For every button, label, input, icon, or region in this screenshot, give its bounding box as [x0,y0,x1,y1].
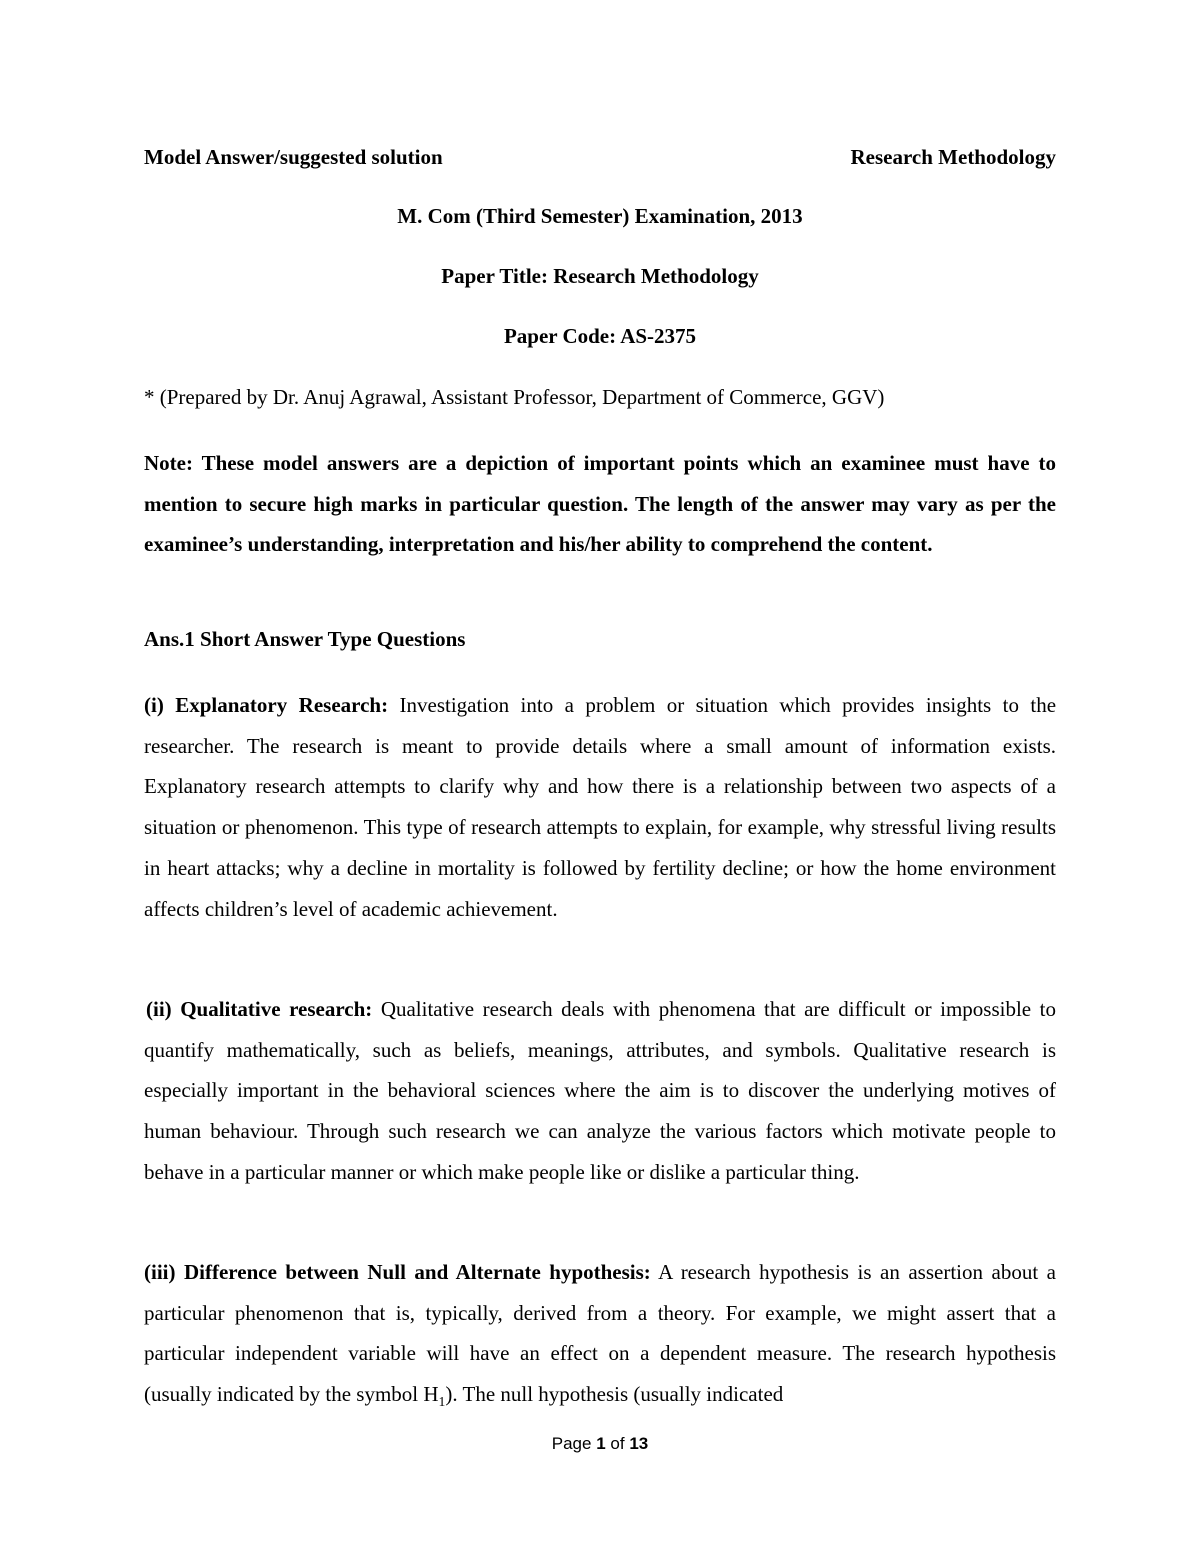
answer-text-iii: A research hypothesis is an assertion about a particular phenomenon that is, typically, derived from a theory. For example, we might assert that a particular independent variable will have an effect on a dependent measure. The research hypothesis (usually indicated by the symbol H [144,1260,1056,1407]
prepared-by-line: * (Prepared by Dr. Anuj Agrawal, Assistant Professor, Department of Commerce, GGV) [144,385,885,409]
page-footer [0,1433,1200,1455]
exam-title: M. Com (Third Semester) Examination, 2013 [397,204,803,228]
answer-text-iii-continued: ). The null hypothesis (usually indicated [445,1382,784,1407]
footer-of-label: of [610,1434,625,1453]
footer-page-label: Page [551,1434,592,1453]
answer-label-ii: (ii) Qualitative research: [146,997,373,1021]
answer-paragraph-iii [144,1252,1056,1415]
answer-text-i: Investigation into a problem or situation which provides insights to the researcher. The research is meant to provide details where a small amount of information exists. Explanatory research attempts to clarify why and how there is a relationship between two aspects of a situation or phenomenon. This type of research attempts to explain, for example, why stressful living results in heart attacks; why a decline in mortality is followed by fertility decline; or how the home environment affects children’s level of academic achievement. [144,693,1057,921]
answer-label-iii: (iii) Difference between Null and Alternate hypothesis: [144,1260,651,1284]
answer-text-ii: Qualitative research deals with phenomena that are difficult or impossible to quantify mathematically, such as beliefs, meanings, attributes, and symbols. Qualitative research is especially important in the behavioral sciences where the aim is to discover the underlying motives of human behaviour. Through such research we can analyze the various factors which motivate people to behave in a particular manner or which make people like or dislike a particular thing. [144,997,1057,1184]
answer-paragraph-ii [144,989,1056,1193]
header-left-text: Model Answer/suggested solution [144,145,443,169]
footer-total-pages: 13 [629,1434,649,1453]
section-heading: Ans.1 Short Answer Type Questions [144,627,466,651]
note-paragraph: Note: These model answers are a depiction of important points which an examinee must have to mention to secure high marks in particular question. The length of the answer may vary as per the examinee’s understanding, interpretation and his/her ability to comprehend the content. [144,451,1056,556]
footer-page-number: 1 [596,1434,606,1453]
hypothesis-subscript: 1 [438,1394,446,1410]
answer-paragraph-i [144,685,1056,929]
header-right-text: Research Methodology [850,145,1056,169]
paper-code: Paper Code: AS-2375 [503,324,697,348]
paper-title: Paper Title: Research Methodology [441,264,759,288]
answer-label-i: (i) Explanatory Research: [144,693,389,717]
